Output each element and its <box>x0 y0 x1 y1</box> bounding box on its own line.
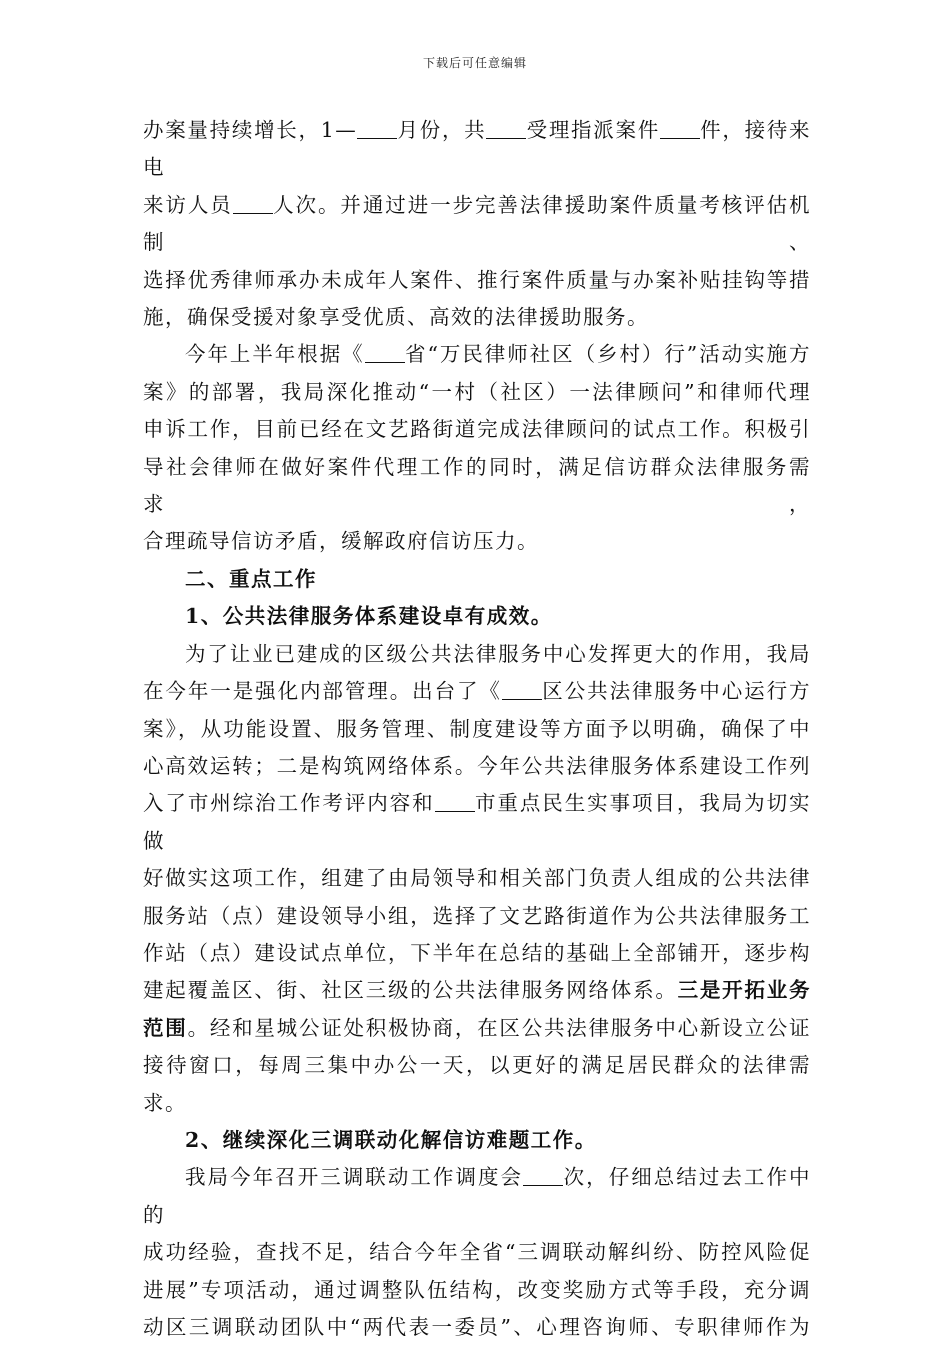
paragraph-line: 我局今年召开三调联动工作调度会 次，仔细总结过去工作中的 <box>143 1165 812 1227</box>
paragraph-line: 好做实这项工作，组建了由局领导和相关部门负责人组成的公共法律 <box>143 866 811 891</box>
subsection-heading: 2、继续深化三调联动化解信访难题工作。 <box>185 1127 597 1152</box>
paragraph-line: 动区三调联动团队中“两代表一委员”、心理咨询师、专职律师作为 <box>143 1315 811 1339</box>
paragraph-line: 今年上半年根据《 省“万民律师社区（乡村）行”活动实施方 <box>185 342 812 367</box>
paragraph-line: 施，确保受援对象享受优质、高效的法律援助服务。 <box>143 305 649 330</box>
paragraph-line: 案》的部署，我局深化推动“一村（社区）一法律顾问”和律师代理 <box>143 379 811 404</box>
fill-blank <box>660 120 700 139</box>
fill-blank <box>365 344 405 363</box>
paragraph-line: 接待窗口，每周三集中办公一天，以更好的满足居民群众的法律需求。 <box>143 1053 811 1115</box>
fill-blank <box>523 1167 563 1186</box>
paragraph-line: 作站（点）建设试点单位，下半年在总结的基础上全部铺开，逐步构 <box>143 940 811 965</box>
fill-blank <box>233 194 273 213</box>
paragraph-line: 成功经验，查找不足，结合今年全省“三调联动解纠纷、防控风险促 <box>143 1240 811 1265</box>
paragraph-line: 心高效运转；二是构筑网络体系。今年公共法律服务体系建设工作列 <box>143 753 811 778</box>
fill-blank <box>357 120 397 139</box>
paragraph-line: 进展”专项活动，通过调整队伍结构，改变奖励方式等手段，充分调 <box>143 1277 811 1302</box>
bold-phrase: 三是开拓业务 <box>677 978 812 1003</box>
page-header: 下载后可任意编辑 <box>422 56 527 70</box>
fill-blank <box>486 120 526 139</box>
paragraph-line: 案》，从功能设置、服务管理、制度建设等方面予以明确，确保了中 <box>143 716 811 741</box>
paragraph-line: 办案量持续增长，1— 月份，共 受理指派案件 件，接待来电 <box>143 118 812 180</box>
paragraph-line: 导社会律师在做好案件代理工作的同时，满足信访群众法律服务需求， <box>143 454 811 517</box>
paragraph-line: 来访人员 人次。并通过进一步完善法律援助案件质量考核评估机制、 <box>143 192 812 255</box>
paragraph-line: 服务站（点）建设领导小组，选择了文艺路街道作为公共法律服务工 <box>143 903 811 928</box>
paragraph-line: 申诉工作，目前已经在文艺路街道完成法律顾问的试点工作。积极引 <box>143 417 811 442</box>
paragraph-line: 为了让业已建成的区级公共法律服务中心发挥更大的作用，我局 <box>185 641 811 666</box>
paragraph-line: 入了市州综治工作考评内容和 市重点民生实事项目，我局为切实做 <box>143 791 812 853</box>
paragraph-line: 在今年一是强化内部管理。出台了《 区公共法律服务中心运行方 <box>143 679 812 704</box>
paragraph-line: 合理疏导信访矛盾，缓解政府信访压力。 <box>143 529 539 554</box>
section-heading: 二、重点工作 <box>185 566 317 591</box>
paragraph-line: 建起覆盖区、街、社区三级的公共法律服务网络体系。三是开拓业务 <box>143 978 812 1003</box>
subsection-heading: 1、公共法律服务体系建设卓有成效。 <box>185 604 553 629</box>
fill-blank <box>435 793 475 812</box>
paragraph-line: 范围。经和星城公证处积极协商，在区公共法律服务中心新设立公证 <box>143 1015 812 1040</box>
document-body <box>143 112 811 1346</box>
bold-phrase: 范围 <box>143 1015 188 1040</box>
paragraph-line: 选择优秀律师承办未成年人案件、推行案件质量与办案补贴挂钩等措 <box>143 267 811 292</box>
fill-blank <box>502 681 542 700</box>
